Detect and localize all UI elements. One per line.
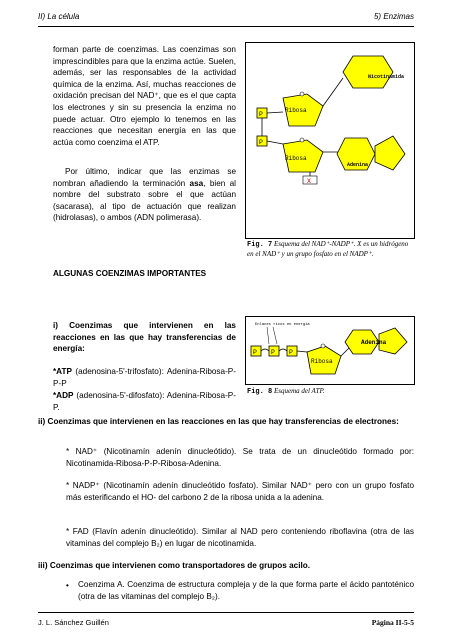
footer-page-number: Página II-5-5 — [371, 618, 414, 627]
label-pa: P — [253, 349, 257, 356]
nad-diagram — [245, 42, 415, 252]
adp-line: *ADP (adenosina-5'-difosfato): Adenina-Ribosa-P-P. — [53, 391, 236, 412]
nicotinamide-ring — [343, 56, 393, 88]
nad-paragraph: * NAD⁺ (Nicotinamín adenín dinucleótido). Se trata de un dinucleótido formado por: Nicotinamida-Ribosa-P-P-Ribosa-Adenina. — [66, 447, 414, 468]
label-pb: P — [271, 349, 275, 356]
figure-7-caption — [247, 240, 413, 259]
coa-bullet: • — [66, 581, 69, 590]
naming-paragraph: Por último, indicar que las enzimas se nombran añadiendo la terminación asa, bien al nombre del substrato sobre el que actúan (sacarasa), al tipo de actuación que realizan (hidrolasas), o ambos (ADN polimerasa). — [53, 167, 236, 223]
figure-8-caption — [247, 387, 413, 397]
page-header — [38, 12, 414, 24]
section-heading: ALGUNAS COENZIMAS IMPORTANTES — [53, 269, 207, 278]
nadp-paragraph: * NADP⁺ (Nicotinamín adenín dinucleótido fosfato). Similar NAD⁺ pero con un grupo fosfato más esterificando el HO- del carbono 2 de la ribosa unida a la adenina. — [66, 481, 414, 502]
header-rule — [38, 26, 414, 27]
label-atp-adenine: Adenina — [361, 339, 387, 346]
header-chapter: II) La célula — [38, 12, 80, 21]
figure-8 — [245, 316, 415, 396]
label-pc: P — [289, 349, 293, 356]
atp-diagram — [245, 316, 415, 396]
label-ribose-1: Ribosa — [285, 107, 307, 114]
figure-7-text: Esquema del NAD⁺-NADP⁺. X es un hidrógeno en el NAD⁺ y un grupo fosfato en el NADP⁺. — [247, 240, 409, 258]
label-p2: P — [259, 139, 263, 146]
atp-line: *ATP (adenosina-5'-trifosfato): Adenina-Ribosa-P-P-P — [53, 367, 236, 388]
footer-rule — [38, 612, 414, 613]
label-ribose-2: Ribosa — [285, 155, 307, 162]
intro-paragraph: forman parte de coenzimas. Las coenzimas son imprescindibles para que la enzima actúe. Suelen, además, ser las responsables de la actividad química de la enzima. Así, muchas reacciones de oxidación precisan del NAD⁺, que es el que capta los electrones y sin su presencia la enzima no puede actuar. Otro ejemplo lo tenemos en las reacciones que necesitan energía en las que actúa como coenzima el ATP. — [53, 45, 236, 147]
section-ii-title: ii) Coenzimas que intervienen en las reacciones en las que hay transferencias de electrones: — [38, 417, 399, 426]
label-x: X — [307, 178, 311, 185]
figure-7 — [245, 42, 415, 258]
figure-8-text: Esquema del ATP. — [273, 387, 325, 395]
footer-author: J. L. Sánchez Guillén — [38, 618, 109, 627]
label-atp-ribose: Ribosa — [311, 358, 333, 365]
section-iii-title: iii) Coenzimas que intervienen como transportadores de grupos acilo. — [38, 561, 311, 570]
figure-7-number: Fig. 7 — [247, 241, 273, 249]
label-p1: P — [259, 111, 263, 118]
fad-paragraph: * FAD (Flavín adenín dinucleótido). Similar al NAD pero conteniendo riboflavina (otra de las vitaminas del complejo B₂) en lugar de nicotinamida. — [66, 527, 414, 548]
header-section: 5) Enzimas — [373, 12, 414, 21]
coa-paragraph: Coenzima A. Coenzima de estructura compleja y de la que forma parte el ácido pantoténico (otra de las vitaminas del complejo B₂). — [78, 580, 414, 601]
section-i-title: i) Coenzimas que intervienen en las reacciones en las que hay transferencias de energía: — [53, 321, 236, 354]
label-enlace: Enlaces ricos en energía — [255, 323, 310, 327]
figure-8-number: Fig. 8 — [247, 388, 273, 396]
label-adenine: Adenina — [347, 162, 369, 168]
label-nicotinamide: Nicotinamida — [368, 74, 405, 80]
